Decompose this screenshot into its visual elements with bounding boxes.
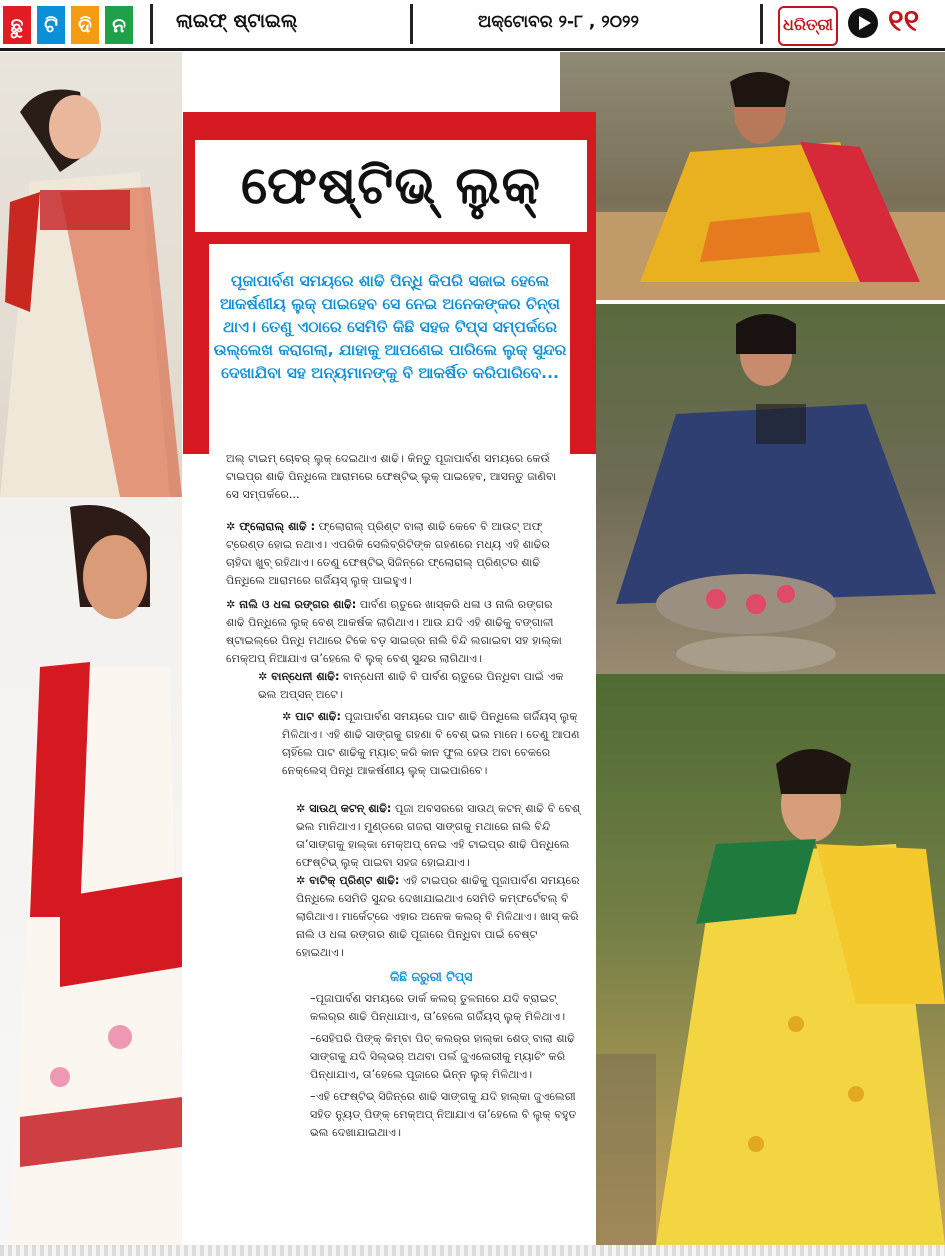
page-number: ୧୧ <box>888 4 920 39</box>
section-pat <box>282 708 582 780</box>
title-banner-side <box>183 244 209 454</box>
masthead-letter-4: ନ <box>105 6 133 44</box>
tip-1: –ପୂଜାପାର୍ବଣ ସମୟରେ ଡାର୍କ କଲର୍ ତୁଳନାରେ ଯଦି ବ୍ରାଇଟ୍ କଲର୍‌ର ଶାଢି ପିନ୍ଧାଯାଏ, ତା’ହେଲେ ଗର୍ଜିୟସ୍ ଲୁକ୍ ମିଳିଥାଏ। <box>310 992 566 1024</box>
section-text: ଫ୍ଲୋରାଲ୍ ପ୍ରିଣ୍ଟ ବାଲା ଶାଢି କେବେ ବି ଆଉଟ୍ ଅଫ୍ ଟ୍ରେଣ୍ଡ ହୋଇ ନଥାଏ। ଏପରିକି ସେଲିବ୍ରିଟିଙ୍କ ଗହଣରେ ମଧ୍ୟ ଏହି ଶାଢିର ଚାହିଦା ଖୁବ୍ ରହିଥାଏ। ତେଣୁ ଫେଷ୍ଟିଭ୍ ସିଜିନ୍‌ରେ ଫ୍ଲୋରାଲ୍ ପ୍ରିଣ୍ଟର ଶାଢି ପିନ୍ଧିଲେ ଆରାମରେ ଗର୍ଜିୟସ୍ ଲୁକ୍ ପାଇହୁଏ। <box>226 520 550 588</box>
article-lead <box>226 450 566 504</box>
section-red-white <box>226 596 566 668</box>
tips-heading: କିଛି ଜରୁରୀ ଟିପ୍ସ <box>390 969 473 984</box>
page-bottom-strip <box>0 1245 945 1256</box>
tip-2: –ସେହିପରି ପିଙ୍କ୍ କିମ୍ବା ପିଚ୍ କଲର୍‌ର ହାଲ୍‌କା ଶେଡ୍ ବାଲା ଶାଢି ସାଙ୍ଗକୁ ଯଦି ସିଲ୍‌ଭର୍ ଅଥବା ପର୍ଲ ଜୁଏଲେରୀକୁ ମ୍ୟାଚିଂ କରି ପିନ୍ଧାଯାଏ, ତା’ହେଲେ ପୂଜାରେ ଭିନ୍ନ ଲୁକ୍ ମିଳିଥାଏ। <box>310 1032 575 1082</box>
section-batik <box>296 872 586 962</box>
article-title: ଫେଷ୍ଟିଭ୍ ଲୁକ୍ <box>240 156 542 216</box>
masthead-letter-1: ଛୁ <box>3 6 31 44</box>
section-text: ପୂଜାପାର୍ବଣ ସମୟରେ ପାଟ ଶାଢି ପିନ୍ଧିଲେ ଗର୍ଜିୟସ୍ ଲୁକ୍ ମିଳିଥାଏ। ଏହି ଶାଢି ସାଙ୍ଗକୁ ଗହଣା ବି ବେଶ୍ ଭଲ ମାନେ। ତେଣୁ ଆପଣ ଚାହିଁଲେ ପାଟ ଶାଢିକୁ ମ୍ୟାଚ୍ କରି କାନ ଫୁଲ ହେଉ ଅବା ବେକରେ ନେକ୍‌ଲେସ୍ ପିନ୍ଧି ଆକର୍ଷଣୀୟ ଲୁକ୍ ପାଇପାରିବେ। <box>282 710 580 778</box>
lead-text: ଅଲ୍ ଟାଇମ୍ ଚୋବର୍ ଲୁକ୍ ଦେଇଥାଏ ଶାଢି। କିନ୍ତୁ ପୂଜାପାର୍ବଣ ସମୟରେ କେଉଁ ଟାଇପ୍‌ର ଶାଢି ପିନ୍ଧିଲେ ଆରାମରେ ଫେଷ୍ଟିଭ୍ ଲୁକ୍ ପାଇହେବ, ଆସନ୍ତୁ ଜାଣିବା ସେ ସମ୍ପର୍କରେ... <box>226 452 557 502</box>
header-divider <box>410 4 413 44</box>
masthead-letter-3: ଦି <box>71 6 99 44</box>
section-heading: ✲ ବାଟିକ୍ ପ୍ରିଣ୍ଟ ଶାଢି: <box>296 874 400 887</box>
section-text: ପାର୍ବଣ ଋତୁରେ ଖାସ୍‌କରି ଧଳା ଓ ନାଲି ରଙ୍ଗର ଶାଢି ପିନ୍ଧିଲେ ଲୁକ୍ ବେଶ୍ ଆକର୍ଷକ ଲାଗିଥାଏ। ଆଉ ଯଦି ଏହି ଶାଢିକୁ ବଙ୍ଗାଳୀ ଷ୍ଟାଇଲ୍‌ରେ ପିନ୍ଧି ମଥାରେ ଟିକେ ବଡ଼ ସାଇଜ୍‌ର ନାଲି ବିନ୍ଦି ଲଗାଇବା ସହ ହାଲ୍‌କା ମେକ୍‌ଅପ୍ ନିଆଯାଏ ତା’ହେଲେ ବି ଲୁକ୍ ବେଶ୍ ସୁନ୍ଦର ଲାଗିଥାଏ। <box>226 598 562 666</box>
photo-model-white-saree-red-border <box>0 497 182 1245</box>
header-divider <box>760 4 763 44</box>
section-floral <box>226 518 566 590</box>
section-heading: ✲ ନାଲି ଓ ଧଳା ରଙ୍ଗର ଶାଢି: <box>226 598 357 611</box>
section-heading: ✲ ବାନ୍ଧେନୀ ଶାଢି: <box>258 670 340 683</box>
photo-model-white-red-saree <box>0 52 182 497</box>
title-banner-side <box>570 244 596 454</box>
photo-model-yellow-silk-saree <box>596 674 945 1245</box>
issue-date: ଅକ୍ଟୋବର ୨-୮ , ୨୦୨୨ <box>478 12 639 32</box>
header-divider <box>150 4 153 44</box>
play-icon <box>848 8 878 38</box>
masthead-letter-2: ଟି <box>37 6 65 44</box>
section-title: ଲାଇଫ୍ ଷ୍ଟାଇଲ୍ <box>176 10 298 32</box>
section-heading: ✲ ସାଉଥ୍ କଟନ୍ ଶାଢି: <box>296 802 392 815</box>
section-bandhani <box>258 668 578 704</box>
header-rule <box>0 48 945 51</box>
brand-logo: ଧରିତ୍ରୀ <box>778 6 838 46</box>
article-intro: ପୂଜାପାର୍ବଣ ସମୟରେ ଶାଢି ପିନ୍ଧି କିପରି ସଜାଇ ହେଲେ ଆକର୍ଷଣୀୟ ଲୁକ୍ ପାଇହେବ ସେ ନେଇ ଅନେକଙ୍କର ଚିନ୍ତା ଥାଏ। ତେଣୁ ଏଠାରେ ସେମିତି କିଛି ସହଜ ଟିପ୍ସ ସମ୍ପର୍କରେ ଉଲ୍ଲେଖ କରାଗଲା, ଯାହାକୁ ଆପଣେଇ ପାରିଲେ ଲୁକ୍ ସୁନ୍ଦର ଦେଖାଯିବା ସହ ଅନ୍ୟମାନଙ୍କୁ ବି ଆକର୍ଷିତ କରିପାରିବେ... <box>213 272 567 382</box>
section-heading: ✲ ଫ୍ଲୋରାଲ୍ ଶାଢି : <box>226 520 316 533</box>
section-text: ବାନ୍ଧେନୀ ଶାଢି ବି ପାର୍ବଣ ଋତୁରେ ପିନ୍ଧିବା ପାଇଁ ଏକ ଭଲ ଅପ୍ସନ୍ ଅଟେ। <box>258 670 564 702</box>
photo-model-yellow-saree-seated <box>560 52 945 300</box>
photo-model-blue-saree-flowers <box>596 304 945 674</box>
page-header <box>0 0 945 50</box>
section-text: ପୂଜା ଅବସରରେ ସାଉଥ୍ କଟନ୍ ଶାଢି ବି ବେଶ୍ ଭଲ ମାନିଥାଏ। ମୁଣ୍ଡରେ ଗଜରା ସାଙ୍ଗକୁ ମଥାରେ ନାଲି ବିନ୍ଦି ତା’ସାଙ୍ଗକୁ ହାଲ୍‌କା ମେକ୍‌ଅପ୍ ନେଇ ଏହି ଟାଇପ୍ର ଶାଢି ପିନ୍ଧିଲେ ଫେଷ୍ଟିଭ୍ ଲୁକ୍ ପାଇବା ସହଜ ହୋଇଯାଏ। <box>296 802 581 870</box>
section-south-cotton <box>296 800 586 872</box>
section-text: ଏହି ଟାଇପ୍‌ର ଶାଢିକୁ ପୂଜାପାର୍ବଣ ସମୟରେ ପିନ୍ଧିଲେ ସେମିତି ସୁନ୍ଦର ଦେଖାଯାଇଥାଏ ସେମିତି କମ୍ଫର୍ଟେବଲ୍ ବି ଲାଗିଥାଏ। ମାର୍କେଟ୍‌ରେ ଏହାର ଅନେକ କଲର୍ ବି ମିଳିଥାଏ। ଖାସ୍ କରି ନାଲି ଓ ଧଳା ରଙ୍ଗର ଶାଢି ପୂଜାରେ ପିନ୍ଧିବା ପାଇଁ ବେଷ୍ଟ ହୋଇଥାଏ। <box>296 874 580 960</box>
section-heading: ✲ ପାଟ ଶାଢି: <box>282 710 341 723</box>
tip-3: –ଏହି ଫେଷ୍ଟିଭ୍ ସିଜିନ୍‌ରେ ଶାଢି ସାଙ୍ଗକୁ ଯଦି ହାଲ୍‌କା ଜୁଏଲେରୀ ସହିତ ନ୍ୟୁଡ୍ ପିଙ୍କ୍ ମେକ୍‌ଅପ୍ ନିଆଯାଏ ତା’ହେଲେ ବି ଲୁକ୍ ବହୁତ ଭଲ ଦେଖାଯାଇଥାଏ। <box>310 1090 577 1140</box>
